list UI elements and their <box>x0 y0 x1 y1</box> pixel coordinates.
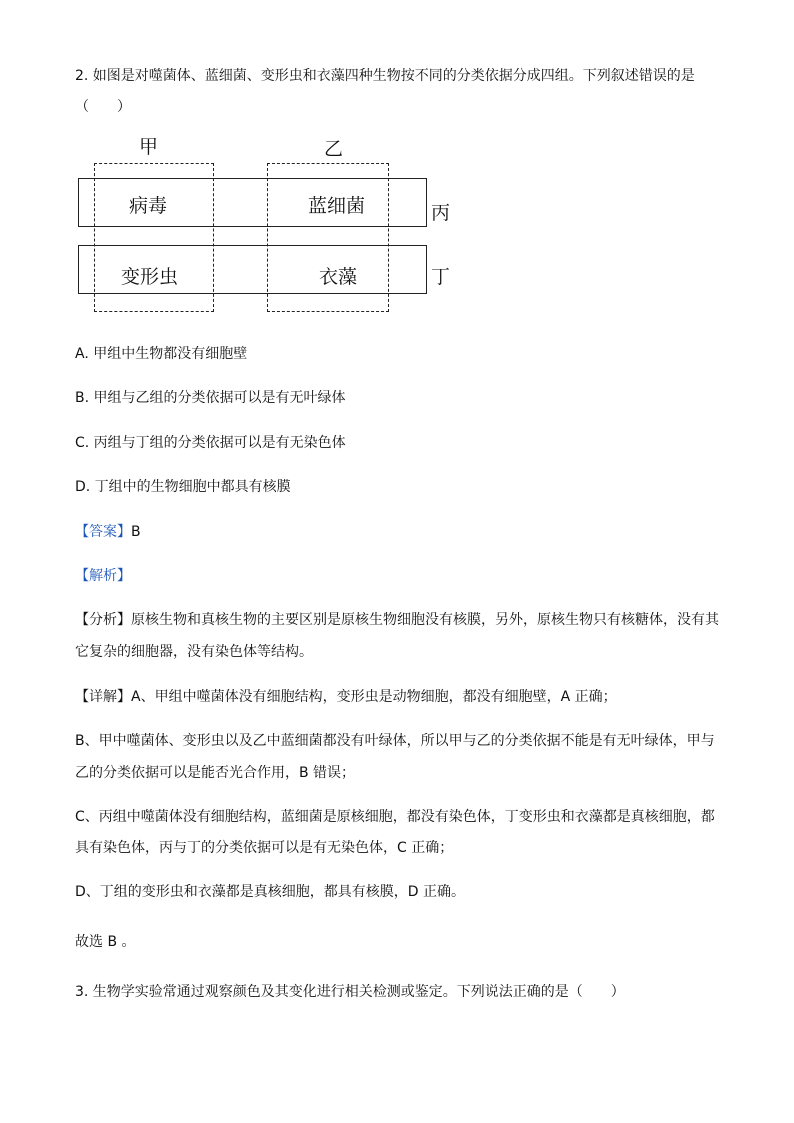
col-jia-box <box>94 163 214 312</box>
row-label-bing: 丙 <box>431 202 451 224</box>
question-2-stem: 2. 如图是对噬菌体、蓝细菌、变形虫和衣藻四种生物按不同的分类依据分成四组。下列叙述错误的是 <box>75 68 695 84</box>
option-d: D. 丁组中的生物细胞中都具有核膜 <box>75 479 291 495</box>
detail-line-b2: 乙的分类依据可以是能否光合作用，B 错误； <box>75 765 356 781</box>
detail-line-d: D、丁组的变形虫和衣藻都是真核细胞，都具有核膜，D 正确。 <box>75 884 466 900</box>
option-a: A. 甲组中生物都没有细胞壁 <box>75 346 248 362</box>
question-3-stem: 3. 生物学实验常通过观察颜色及其变化进行相关检测或鉴定。下列说法正确的是（ ） <box>75 984 625 1000</box>
col-yi-box <box>267 163 389 312</box>
detail-line-c2: 具有染色体，丙与丁的分类依据可以是有无染色体，C 正确； <box>75 840 454 856</box>
option-c: C. 丙组与丁组的分类依据可以是有无染色体 <box>75 435 346 451</box>
answer-value: B <box>131 524 141 540</box>
col-label-jia: 甲 <box>139 136 159 158</box>
classification-diagram <box>76 128 456 318</box>
analysis-tag: 【解析】 <box>75 568 131 584</box>
cell-amoeba: 变形虫 <box>121 266 179 288</box>
option-b: B. 甲组与乙组的分类依据可以是有无叶绿体 <box>75 390 346 406</box>
detail-line-a: 【详解】A、甲组中噬菌体没有细胞结构，变形虫是动物细胞，都没有细胞壁，A 正确； <box>75 689 617 705</box>
fenxi-line-2: 它复杂的细胞器，没有染色体等结构。 <box>75 644 313 660</box>
cell-chlamydomonas: 衣藻 <box>319 266 358 288</box>
question-2-paren: （ ） <box>75 99 131 115</box>
detail-line-b1: B、甲中噬菌体、变形虫以及乙中蓝细菌都没有叶绿体，所以甲与乙的分类依据不能是有无叶绿体，甲与 <box>75 733 715 749</box>
cell-virus: 病毒 <box>129 195 168 217</box>
row-label-ding: 丁 <box>431 266 451 288</box>
answer-tag: 【答案】 <box>75 524 131 540</box>
conclusion-line: 故选 B 。 <box>75 934 136 950</box>
col-label-yi: 乙 <box>324 138 344 160</box>
detail-line-c1: C、丙组中噬菌体没有细胞结构，蓝细菌是原核细胞，都没有染色体，丁变形虫和衣藻都是真核细胞，都 <box>75 809 715 825</box>
answer-line <box>75 522 141 542</box>
cell-cyanobacteria: 蓝细菌 <box>308 195 366 217</box>
fenxi-line-1: 【分析】原核生物和真核生物的主要区别是原核生物细胞没有核膜，另外，原核生物只有核糖体，没有其 <box>75 612 719 628</box>
